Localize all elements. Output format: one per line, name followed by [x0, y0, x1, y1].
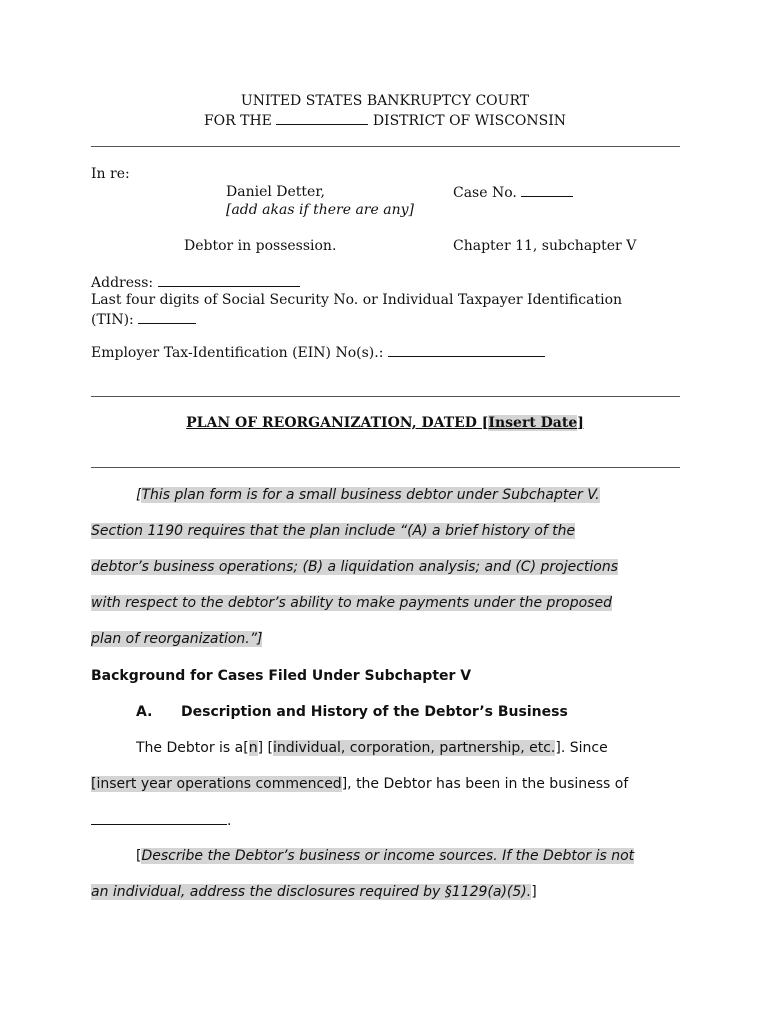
court-district-suffix: DISTRICT OF WISCONSIN [372, 113, 567, 129]
header-divider [91, 146, 680, 147]
case-no-blank[interactable] [521, 184, 573, 197]
court-district [0, 112, 770, 129]
business-paragraph-line2 [91, 776, 628, 792]
plan-title-prefix: PLAN OF REORGANIZATION, DATED [ [186, 415, 489, 431]
section-a-letter: A. [136, 704, 153, 720]
intro-note-line5 [91, 631, 262, 647]
describe-paragraph-line2 [91, 884, 537, 900]
entity-type-field[interactable]: individual, corporation, partnership, etc. [272, 740, 556, 756]
plan-title [0, 415, 770, 431]
p1-text-b: ] [ [257, 740, 273, 756]
intro-note-text3: debtor’s business operations; (B) a liquidation analysis; and (C) projections [91, 559, 619, 575]
business-paragraph-line3 [91, 812, 231, 829]
intro-note-line1 [136, 487, 600, 503]
intro-note-text1: This plan form is for a small business debtor under Subchapter V. [141, 487, 600, 503]
intro-note-text5: plan of reorganization.”] [91, 631, 263, 647]
p1-text-d: ], the Debtor has been in the business of [341, 776, 629, 792]
chapter-label: Chapter 11, subchapter V [453, 238, 637, 254]
intro-note-line3 [91, 559, 618, 575]
court-name: UNITED STATES BANKRUPTCY COURT [240, 93, 530, 109]
district-blank[interactable] [276, 112, 368, 125]
insert-date-field[interactable]: Insert Date [488, 415, 578, 431]
p2-text1: Describe the Debtor’s business or income sources. If the Debtor is not [141, 848, 635, 864]
p2-text2: an individual, address the disclosures required by §1129(a)(5). [91, 884, 532, 900]
case-number [453, 184, 573, 201]
section-a-title: Description and History of the Debtor’s Business [181, 704, 568, 720]
ein-line [91, 344, 545, 361]
in-re-label: In re: [91, 166, 130, 182]
article-n-field[interactable]: n [248, 740, 258, 756]
address-label: Address: [91, 275, 154, 291]
p2-close-bracket: ] [531, 884, 537, 900]
background-heading: Background for Cases Filed Under Subchapter V [91, 668, 472, 684]
intro-note-bracket: [ [136, 487, 142, 503]
p1-text-c: ]. Since [555, 740, 608, 756]
intro-note-line4 [91, 595, 612, 611]
tin-line [91, 311, 196, 328]
ssn-label-line1: Last four digits of Social Security No. or Individual Taxpayer Identification [91, 292, 623, 308]
address-line [91, 274, 300, 291]
debtor-status: Debtor in possession. [184, 238, 337, 254]
ein-blank[interactable] [388, 344, 545, 357]
address-blank[interactable] [158, 274, 300, 287]
p2-open-bracket: [ [136, 848, 142, 864]
tin-label: (TIN): [91, 312, 134, 328]
case-no-label: Case No. [453, 185, 517, 201]
business-type-blank[interactable] [91, 812, 227, 825]
intro-note-line2 [91, 523, 575, 539]
court-district-prefix: FOR THE [203, 113, 272, 129]
debtor-name: Daniel Detter, [226, 184, 325, 200]
ein-label: Employer Tax-Identification (EIN) No(s).: [91, 345, 384, 361]
title-divider-bottom [91, 467, 680, 468]
intro-note-text4: with respect to the debtor’s ability to make payments under the proposed [91, 595, 612, 611]
plan-title-suffix: ] [577, 415, 584, 431]
intro-note-text2: Section 1190 requires that the plan include “(A) a brief history of the [91, 523, 576, 539]
p1-text-end: . [227, 813, 232, 829]
p1-text-a: The Debtor is a[ [136, 740, 249, 756]
year-commenced-field[interactable]: [insert year operations commenced [91, 776, 342, 792]
describe-paragraph-line1 [136, 848, 634, 864]
business-paragraph-line1 [136, 740, 608, 756]
title-divider-top [91, 396, 680, 397]
tin-blank[interactable] [138, 311, 196, 324]
akas-note: [add akas if there are any] [226, 202, 414, 218]
